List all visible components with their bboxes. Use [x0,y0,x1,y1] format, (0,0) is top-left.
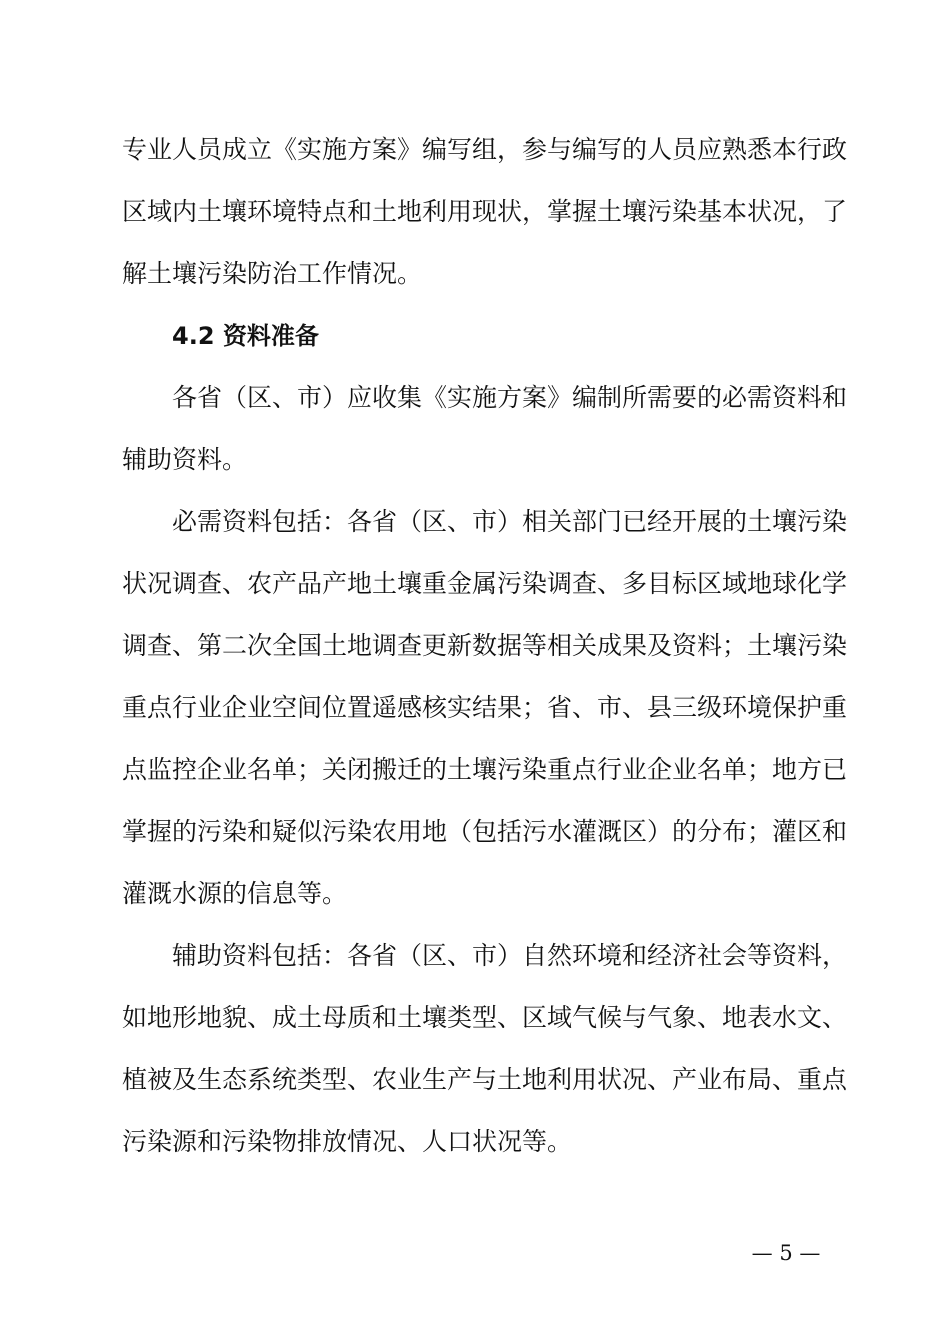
body-text-line: 辅助资料。 [122,445,248,474]
body-text-line: 调查、第二次全国土地调查更新数据等相关成果及资料；土壤污染 [122,631,848,660]
body-text-line: 污染源和污染物排放情况、人口状况等。 [122,1127,573,1156]
body-text-line: 灌溉水源的信息等。 [122,879,348,908]
body-text-line: 专业人员成立《实施方案》编写组，参与编写的人员应熟悉本行政 [122,135,848,164]
body-text-line: 辅助资料包括：各省（区、市）自然环境和经济社会等资料， [172,941,848,970]
page-number: — 5 — [751,1241,821,1265]
body-text-line: 解土壤污染防治工作情况。 [122,259,423,288]
body-text-line: 如地形地貌、成土母质和土壤类型、区域气候与气象、地表水文、 [122,1003,848,1032]
body-text-line: 区域内土壤环境特点和土地利用现状，掌握土壤污染基本状况，了 [122,197,848,226]
body-text-line: 植被及生态系统类型、农业生产与土地利用状况、产业布局、重点 [122,1065,848,1094]
body-text-line: 各省（区、市）应收集《实施方案》编制所需要的必需资料和 [172,383,848,412]
body-text-line: 状况调查、农产品产地土壤重金属污染调查、多目标区域地球化学 [122,569,848,598]
body-text-line: 重点行业企业空间位置遥感核实结果；省、市、县三级环境保护重 [122,693,848,722]
section-heading: 4.2 资料准备 [172,322,319,350]
body-text-line: 必需资料包括：各省（区、市）相关部门已经开展的土壤污染 [172,507,848,536]
body-text-line: 点监控企业名单；关闭搬迁的土壤污染重点行业企业名单；地方已 [122,755,848,784]
body-text-line: 掌握的污染和疑似污染农用地（包括污水灌溉区）的分布；灌区和 [122,817,848,846]
